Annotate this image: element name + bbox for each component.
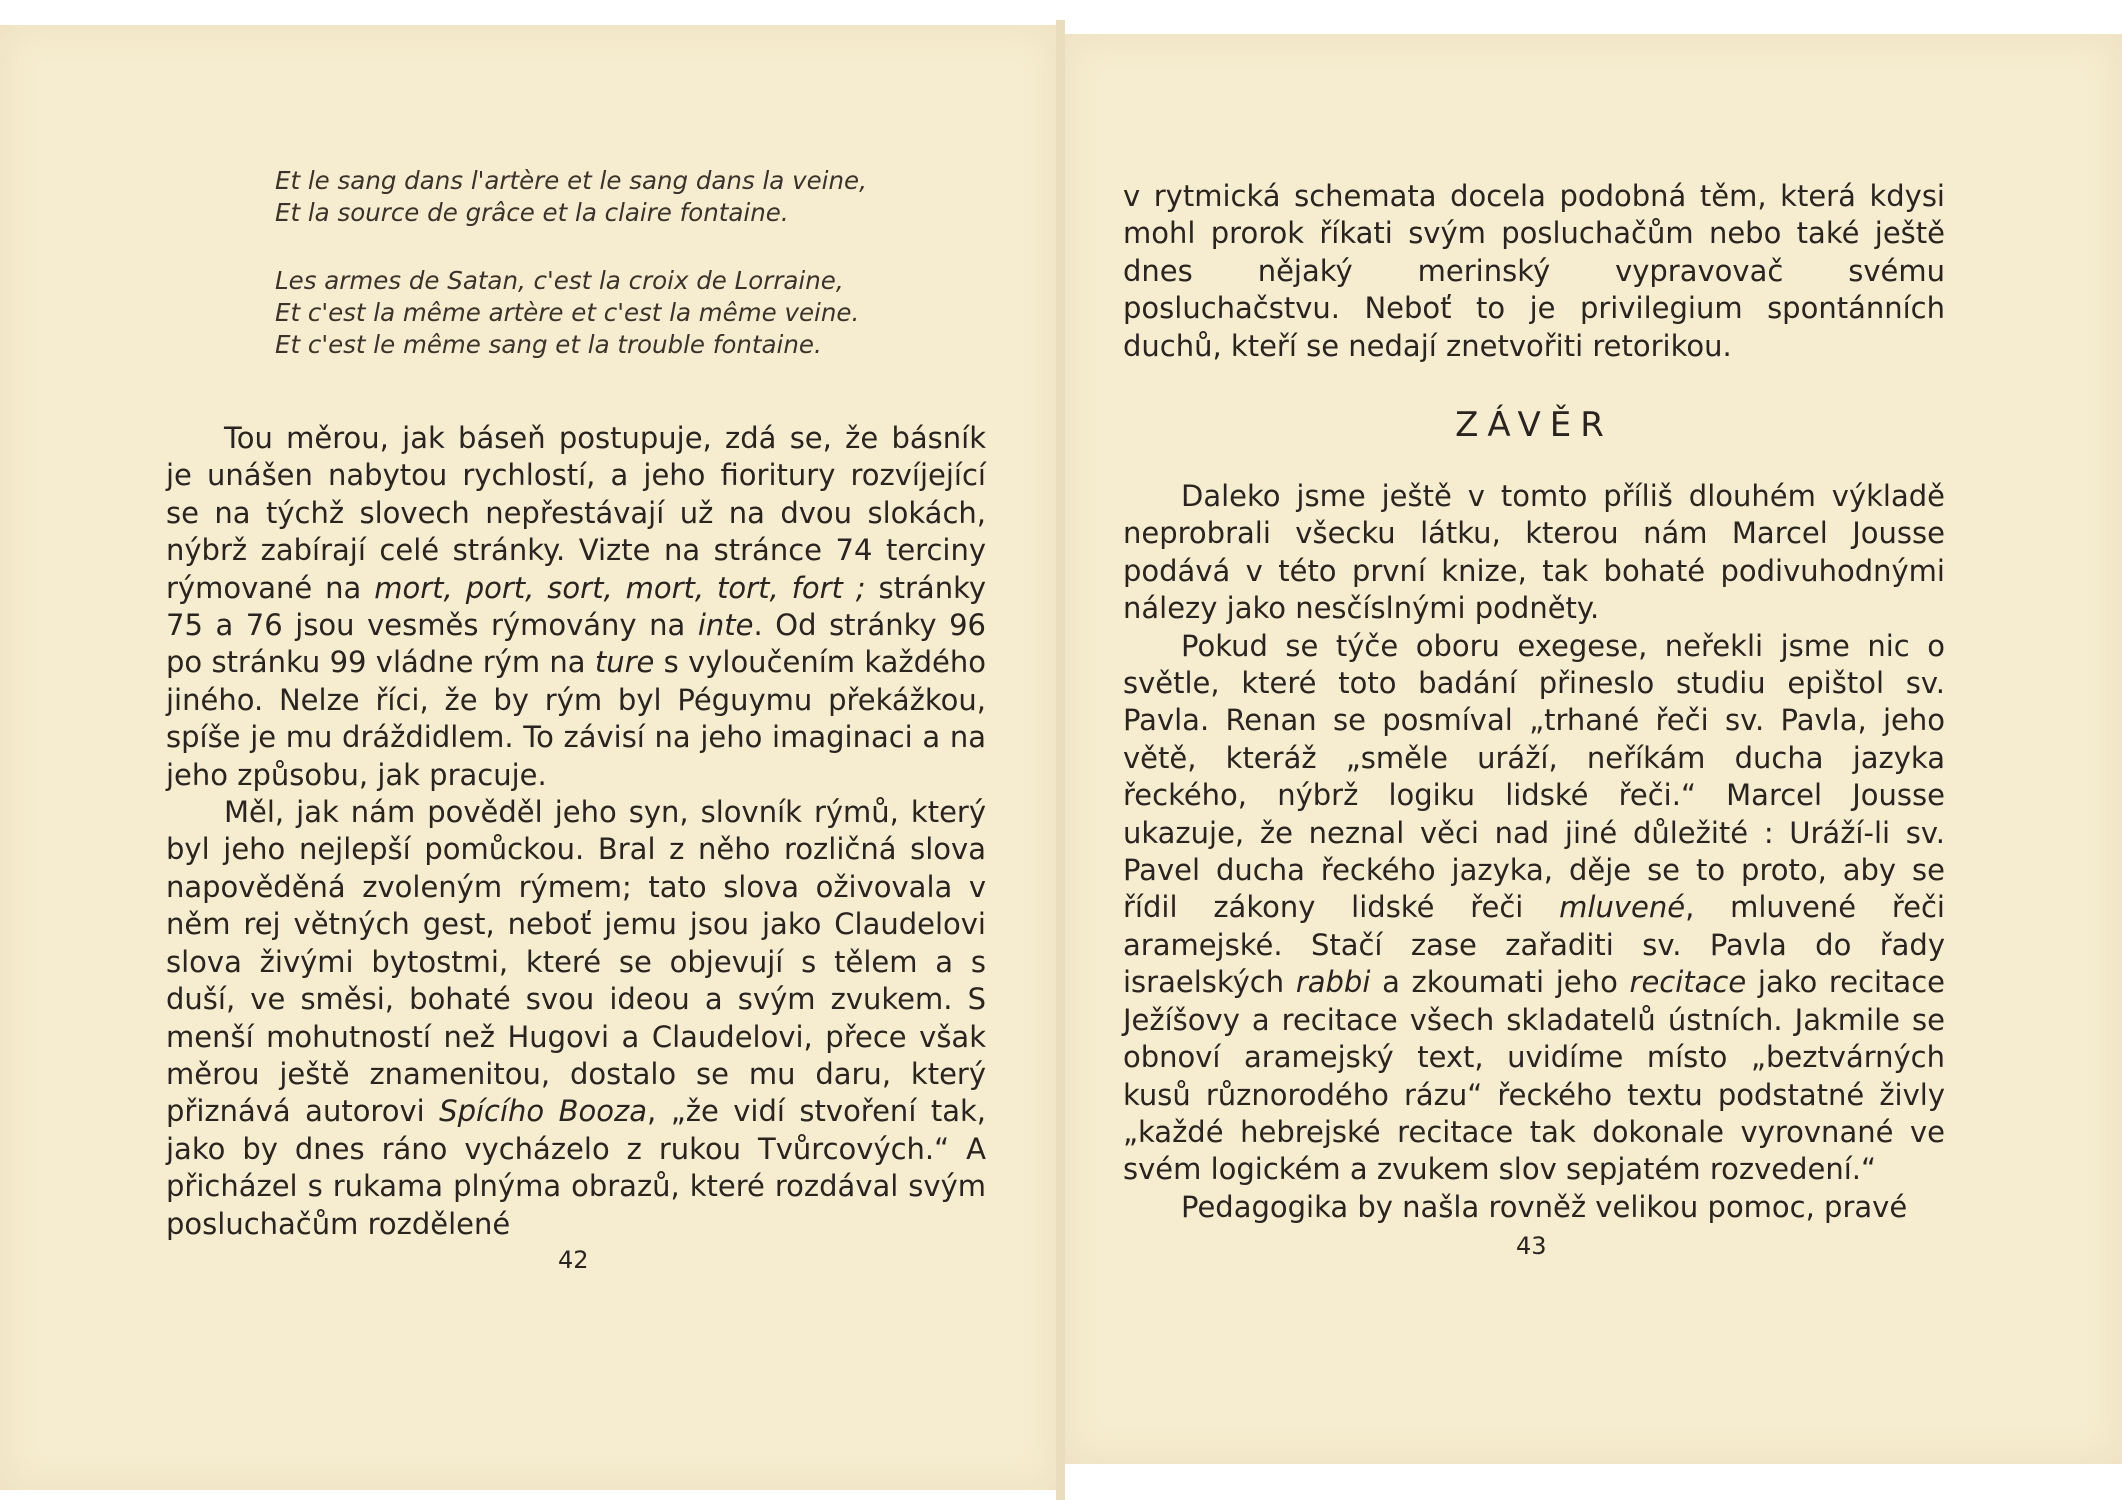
verse-line: Et c'est le même sang et la trouble fontaine. (275, 330, 822, 359)
verse-stanza-2 (275, 265, 1035, 361)
page-number-right: 43 (1516, 1232, 1547, 1260)
paragraph: Pokud se týče oboru exegese, neřekli jsme nic o světle, které toto badání přineslo studiu epištol sv. Pavla. Renan se posmíval „trhané řeči sv. Pavla, jeho větě, kteráž „směle uráží, neříkám ducha jazyka řeckého, nýbrž logiku lidské řeči.“ Marcel Jousse ukazuje, že neznal věci nad jiné důležité : Uráží-li sv. Pavel ducha řeckého jazyka, děje se to proto, aby se řídil zákony lidské řeči mluvené, mluvené řeči aramejské. Stačí zase zařaditi sv. Pavla do řady israelských rabbi a zkoumati jeho recitace jako recitace Ježíšovy a recitace všech skladatelů ústních. Jakmile se obnoví aramejský text, uvidíme místo „beztvárných kusů různorodého rázu“ řeckého textu podstatné živly „každé hebrejské recitace tak dokonale vyrovnané ve svém logickém a zvukem slov sepjatém rozvedení.“ (1123, 628, 1945, 1187)
verse-line: Et le sang dans l'artère et le sang dans la veine, (275, 166, 867, 195)
paragraph: Daleko jsme ještě v tomto příliš dlouhém výkladě neprobrali všecku látku, kterou nám Marcel Jousse podává v této první knize, tak bohaté podivuhodnými nálezy jako nesčíslnými podněty. (1123, 479, 1945, 626)
section-heading: ZÁVĚR (1455, 405, 1613, 445)
paragraph: Měl, jak nám pověděl jeho syn, slovník rýmů, který byl jeho nejlepší pomůckou. Bral z něho rozličná slova napověděná zvoleným rýmem; tato slova oživovala v něm rej větných gest, neboť jemu jsou jako Claudelovi slova živými bytostmi, které se objevují s tělem a s duší, ve směsi, bohaté svou ideou a svým zvukem. S menší mohutností než Hugovi a Claudelovi, přece však měrou ještě znamenitou, dostalo se mu daru, který přiznává autorovi Spícího Booza, „že vidí stvoření tak, jako by dnes ráno vycházelo z rukou Tvůrcových.“ A přicházel s rukama plnýma obrazů, které rozdával svým posluchačům rozdělené (166, 795, 986, 1241)
verse-line: Les armes de Satan, c'est la croix de Lorraine, (275, 266, 844, 295)
verse-stanza-1 (275, 165, 1035, 229)
left-body-text (166, 420, 986, 1243)
paragraph: v rytmická schemata docela podobná těm, která kdysi mohl prorok říkati svým posluchačům nebo také ještě dnes nějaký merinský vypravovač svému posluchačstvu. Neboť to je privilegium spontánních duchů, kteří se nedají znetvořiti retorikou. (1123, 179, 1945, 363)
right-body-text-continued (1123, 178, 1945, 365)
book-gutter (1056, 20, 1065, 1500)
verse-line: Et la source de grâce et la claire fontaine. (275, 198, 789, 227)
paragraph: Tou měrou, jak báseň postupuje, zdá se, že básník je unášen nabytou rychlostí, a jeho fioritury rozvíjející se na týchž slovech nepřestávají už na dvou slokách, nýbrž zabírají celé stránky. Vizte na stránce 74 terciny rýmované na mort, port, sort, mort, tort, fort ; stránky 75 a 76 jsou vesměs rýmovány na inte. Od stránky 96 po stránku 99 vládne rým na ture s vyloučením každého jiného. Nelze říci, že by rým byl Péguymu překážkou, spíše je mu dráždidlem. To závisí na jeho imaginaci a na jeho způsobu, jak pracuje. (166, 421, 987, 792)
verse-line: Et c'est la même artère et c'est la même veine. (275, 298, 860, 327)
paragraph: Pedagogika by našla rovněž velikou pomoc, pravé (1181, 1189, 1908, 1224)
page-number-left: 42 (558, 1246, 589, 1274)
right-body-text (1123, 478, 1945, 1226)
